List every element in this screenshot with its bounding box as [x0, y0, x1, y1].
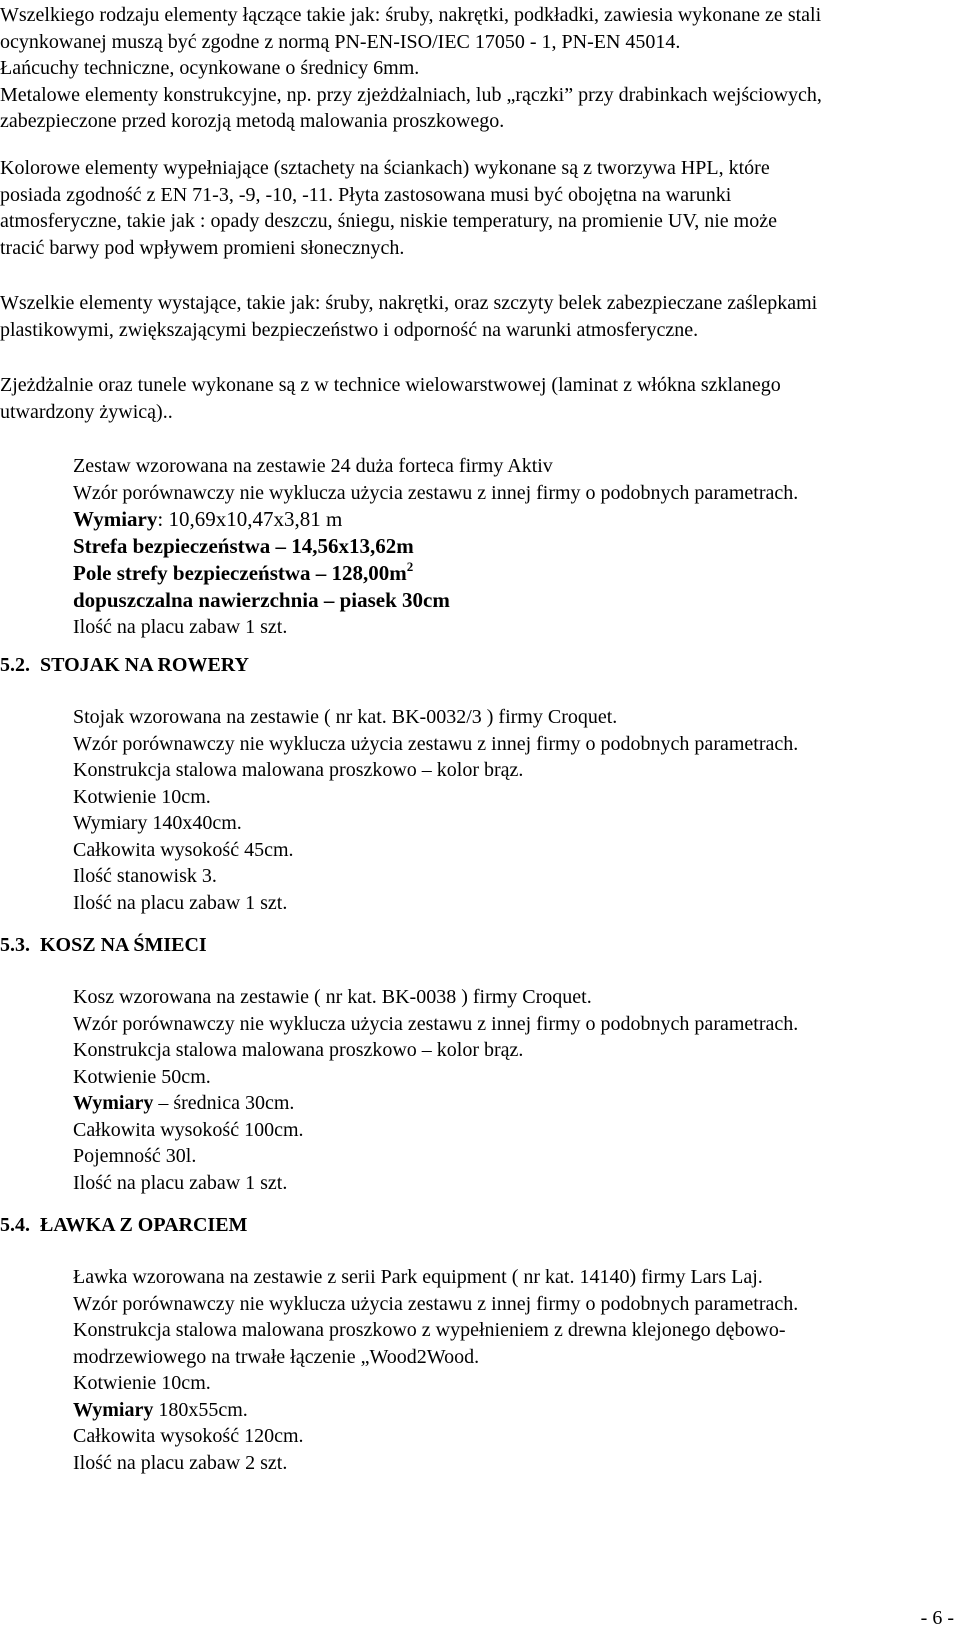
- text-line: plastikowymi, zwiększającymi bezpieczeństwo i odporność na warunki atmosferyczne.: [0, 318, 699, 341]
- dimensions-line: [73, 506, 943, 533]
- paragraph-protruding-elements: [0, 290, 940, 343]
- text-line: Całkowita wysokość 45cm.: [73, 838, 294, 861]
- safety-area-text: Pole strefy bezpieczeństwa – 128,00m: [73, 561, 407, 585]
- text-line: Całkowita wysokość 100cm.: [73, 1118, 304, 1141]
- section-title: STOJAK NA ROWERY: [40, 654, 249, 676]
- section-number: 5.3.: [0, 934, 30, 956]
- text-line: Pojemność 30l.: [73, 1145, 197, 1167]
- text-line: Łańcuchy techniczne, ocynkowane o średnicy 6mm.: [0, 57, 420, 79]
- section-body-5-2: [73, 704, 943, 916]
- section-number: 5.4.: [0, 1214, 30, 1236]
- paragraph-slides: [0, 372, 940, 425]
- text-line: zabezpieczone przed korozją metodą malowania proszkowego.: [0, 110, 505, 132]
- section-heading-5-3: [0, 932, 207, 959]
- text-line: tracić barwy pod wpływem promieni słonecznych.: [0, 236, 405, 259]
- section-title: KOSZ NA ŚMIECI: [40, 934, 207, 956]
- text-line: Wzór porównawczy nie wyklucza użycia zestawu z innej firmy o podobnych parametrach.: [73, 732, 799, 755]
- text-line: Wzór porównawczy nie wyklucza użycia zestawu z innej firmy o podobnych parametrach.: [73, 1012, 799, 1035]
- safety-area-line: [73, 560, 943, 587]
- section-number: 5.2.: [0, 654, 30, 676]
- text-line: Zjeżdżalnie oraz tunele wykonane są z w technice wielowarstwowej (laminat z włókna szklanego: [0, 374, 781, 396]
- dimensions-label: Wymiary: [73, 507, 158, 531]
- set-specification: [73, 453, 943, 641]
- superscript: 2: [406, 559, 414, 574]
- section-heading-5-2: [0, 652, 249, 679]
- text-line: Wzór porównawczy nie wyklucza użycia zestawu z innej firmy o podobnych parametrach.: [73, 1292, 799, 1315]
- paragraph-fasteners: [0, 2, 940, 135]
- text-line: Ilość na placu zabaw 1 szt.: [73, 1171, 288, 1194]
- text-line: Konstrukcja stalowa malowana proszkowo z wypełnieniem z drewna klejonego dębowo-: [73, 1319, 786, 1341]
- section-heading-5-4: [0, 1212, 247, 1239]
- set-model-line: Zestaw wzorowana na zestawie 24 duża forteca firmy Aktiv: [73, 455, 553, 477]
- text-line: posiada zgodność z EN 71-3, -9, -10, -11. Płyta zastosowana musi być obojętna na warunki: [0, 183, 732, 206]
- dimensions-label: Wymiary: [73, 1092, 154, 1114]
- page-number: - 6 -: [920, 1607, 954, 1629]
- text-line: ocynkowanej muszą być zgodne z normą PN-EN-ISO/IEC 17050 - 1, PN-EN 45014.: [0, 30, 681, 53]
- dimensions-value: : 10,69x10,47x3,81 m: [157, 507, 343, 531]
- text-line: Całkowita wysokość 120cm.: [73, 1425, 304, 1447]
- dimensions-label: Wymiary: [73, 1398, 154, 1421]
- dimensions-value: 180x55cm.: [153, 1398, 248, 1421]
- text-line: Ilość stanowisk 3.: [73, 865, 217, 887]
- text-line: Kotwienie 10cm.: [73, 1372, 211, 1394]
- text-line: Ilość na placu zabaw 1 szt.: [73, 891, 288, 914]
- text-line: Konstrukcja stalowa malowana proszkowo – kolor brąz.: [73, 759, 524, 781]
- dimensions-value: – średnica 30cm.: [153, 1092, 295, 1114]
- quantity-line: Ilość na placu zabaw 1 szt.: [73, 616, 288, 638]
- dimensions-line: [73, 1090, 943, 1117]
- paragraph-colored-elements: [0, 155, 940, 261]
- text-line: Konstrukcja stalowa malowana proszkowo – kolor brąz.: [73, 1039, 524, 1061]
- text-line: utwardzony żywicą)..: [0, 400, 173, 423]
- text-line: Metalowe elementy konstrukcyjne, np. przy zjeżdżalniach, lub „rączki” przy drabinkach wejściowych,: [0, 83, 822, 106]
- safety-zone-line: Strefa bezpieczeństwa – 14,56x13,62m: [73, 534, 414, 558]
- text-line: Ilość na placu zabaw 2 szt.: [73, 1451, 288, 1474]
- text-line: atmosferyczne, takie jak : opady deszczu, śniegu, niskie temperatury, na promienie UV, nie może: [0, 210, 777, 232]
- text-line: Stojak wzorowana na zestawie ( nr kat. BK-0032/3 ) firmy Croquet.: [73, 706, 618, 728]
- text-line: Wszelkiego rodzaju elementy łączące takie jak: śruby, nakrętki, podkładki, zawiesia wykonane ze stali: [0, 4, 822, 26]
- text-line: Ławka wzorowana na zestawie z serii Park equipment ( nr kat. 14140) firmy Lars Laj.: [73, 1266, 763, 1288]
- text-line: Kolorowe elementy wypełniające (sztachety na ściankach) wykonane są z tworzywa HPL, które: [0, 157, 770, 179]
- text-line: Kotwienie 50cm.: [73, 1065, 211, 1088]
- dimensions-line: [73, 1397, 943, 1424]
- surface-line: dopuszczalna nawierzchnia – piasek 30cm: [73, 588, 450, 612]
- section-body-5-3: [73, 984, 943, 1196]
- text-line: Kotwienie 10cm.: [73, 785, 211, 808]
- text-line: Wszelkie elementy wystające, takie jak: śruby, nakrętki, oraz szczyty belek zabezpieczane zaślepkami: [0, 292, 818, 314]
- text-line: Wymiary 140x40cm.: [73, 812, 242, 834]
- text-line: modrzewiowego na trwałe łączenie „Wood2Wood.: [73, 1345, 480, 1368]
- text-line: Kosz wzorowana na zestawie ( nr kat. BK-0038 ) firmy Croquet.: [73, 986, 592, 1008]
- section-title: ŁAWKA Z OPARCIEM: [40, 1214, 248, 1236]
- comparison-note: Wzór porównawczy nie wyklucza użycia zestawu z innej firmy o podobnych parametrach.: [73, 481, 799, 504]
- section-body-5-4: [73, 1264, 943, 1476]
